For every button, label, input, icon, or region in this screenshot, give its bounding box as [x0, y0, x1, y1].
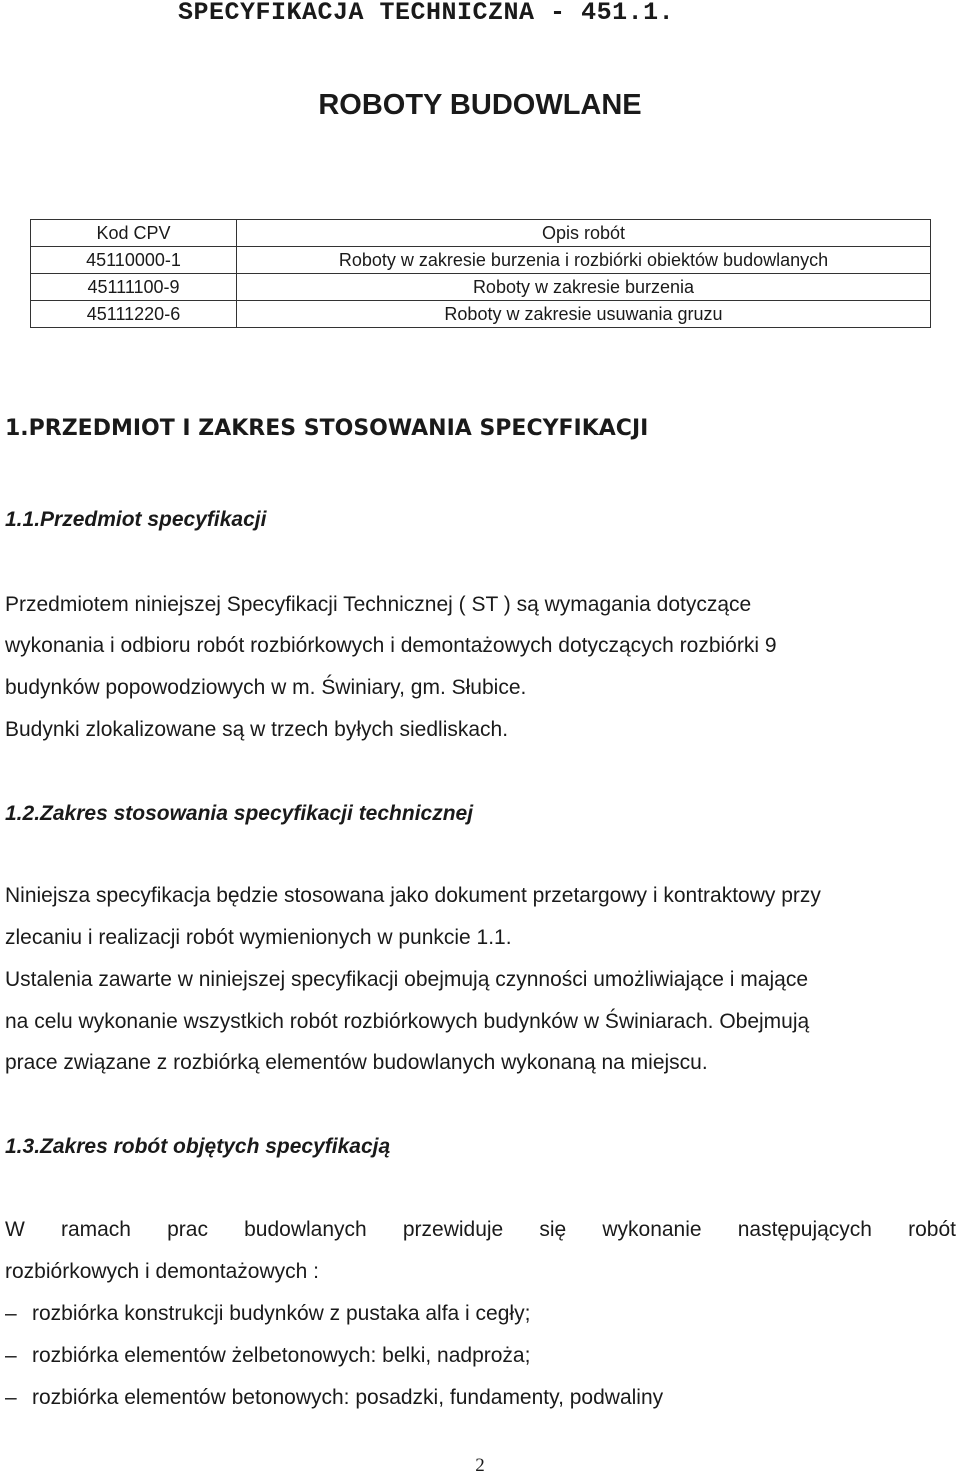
- paragraph-line: Budynki zlokalizowane są w trzech byłych siedliskach.: [5, 718, 509, 741]
- header-cell-description: Opis robót: [237, 220, 931, 247]
- table-header-row: [31, 220, 931, 247]
- paragraph-line: Ustalenia zawarte w niniejszej specyfikacji obejmują czynności umożliwiające i mające: [5, 968, 809, 991]
- cpv-code-cell: 45110000-1: [31, 247, 237, 274]
- page-number: 2: [475, 1455, 485, 1476]
- list-item-text: rozbiórka konstrukcji budynków z pustaka alfa i cegły;: [32, 1302, 531, 1325]
- paragraph-line: W ramach prac budowlanych przewiduje się wykonanie następujących robót: [5, 1218, 956, 1241]
- paragraph-line: wykonania i odbioru robót rozbiórkowych i demontażowych dotyczących rozbiórki 9: [5, 634, 777, 657]
- list-item-text: rozbiórka elementów żelbetonowych: belki, nadproża;: [32, 1344, 531, 1367]
- paragraph-line: na celu wykonanie wszystkich robót rozbiórkowych budynków w Świniarach. Obejmują: [5, 1010, 810, 1033]
- main-title: ROBOTY BUDOWLANE: [318, 89, 642, 121]
- cpv-code-cell: 45111220-6: [31, 301, 237, 328]
- dash-bullet: –: [5, 1344, 17, 1367]
- table-row: [31, 274, 931, 301]
- dash-bullet: –: [5, 1302, 17, 1325]
- cpv-description-cell: Roboty w zakresie usuwania gruzu: [237, 301, 931, 328]
- list-item-text: rozbiórka elementów betonowych: posadzki, fundamenty, podwaliny: [32, 1386, 664, 1409]
- section-1-heading: 1.PRZEDMIOT I ZAKRES STOSOWANIA SPECYFIKACJI: [5, 416, 649, 441]
- cpv-description-cell: Roboty w zakresie burzenia: [237, 274, 931, 301]
- paragraph-line: Przedmiotem niniejszej Specyfikacji Technicznej ( ST ) są wymagania dotyczące: [5, 593, 752, 616]
- paragraph-line: Niniejsza specyfikacja będzie stosowana jako dokument przetargowy i kontraktowy przy: [5, 884, 821, 907]
- paragraph-line: rozbiórkowych i demontażowych :: [5, 1260, 319, 1283]
- table-row: [31, 301, 931, 328]
- paragraph-line: prace związane z rozbiórką elementów budowlanych wykonaną na miejscu.: [5, 1051, 708, 1074]
- dash-bullet: –: [5, 1386, 17, 1409]
- paragraph-line: budynków popowodziowych w m. Świniary, gm. Słubice.: [5, 676, 527, 699]
- cpv-code-cell: 45111100-9: [31, 274, 237, 301]
- cpv-table: [30, 219, 931, 328]
- section-1-2-heading: 1.2.Zakres stosowania specyfikacji technicznej: [5, 802, 474, 825]
- section-1-1-heading: 1.1.Przedmiot specyfikacji: [5, 508, 267, 531]
- table-row: [31, 247, 931, 274]
- header-cell-code: Kod CPV: [31, 220, 237, 247]
- section-1-3-heading: 1.3.Zakres robót objętych specyfikacją: [5, 1135, 391, 1158]
- paragraph-line: zlecaniu i realizacji robót wymienionych w punkcie 1.1.: [5, 926, 512, 949]
- spec-title: SPECYFIKACJA TECHNICZNA - 451.1.: [178, 0, 675, 27]
- cpv-description-cell: Roboty w zakresie burzenia i rozbiórki obiektów budowlanych: [237, 247, 931, 274]
